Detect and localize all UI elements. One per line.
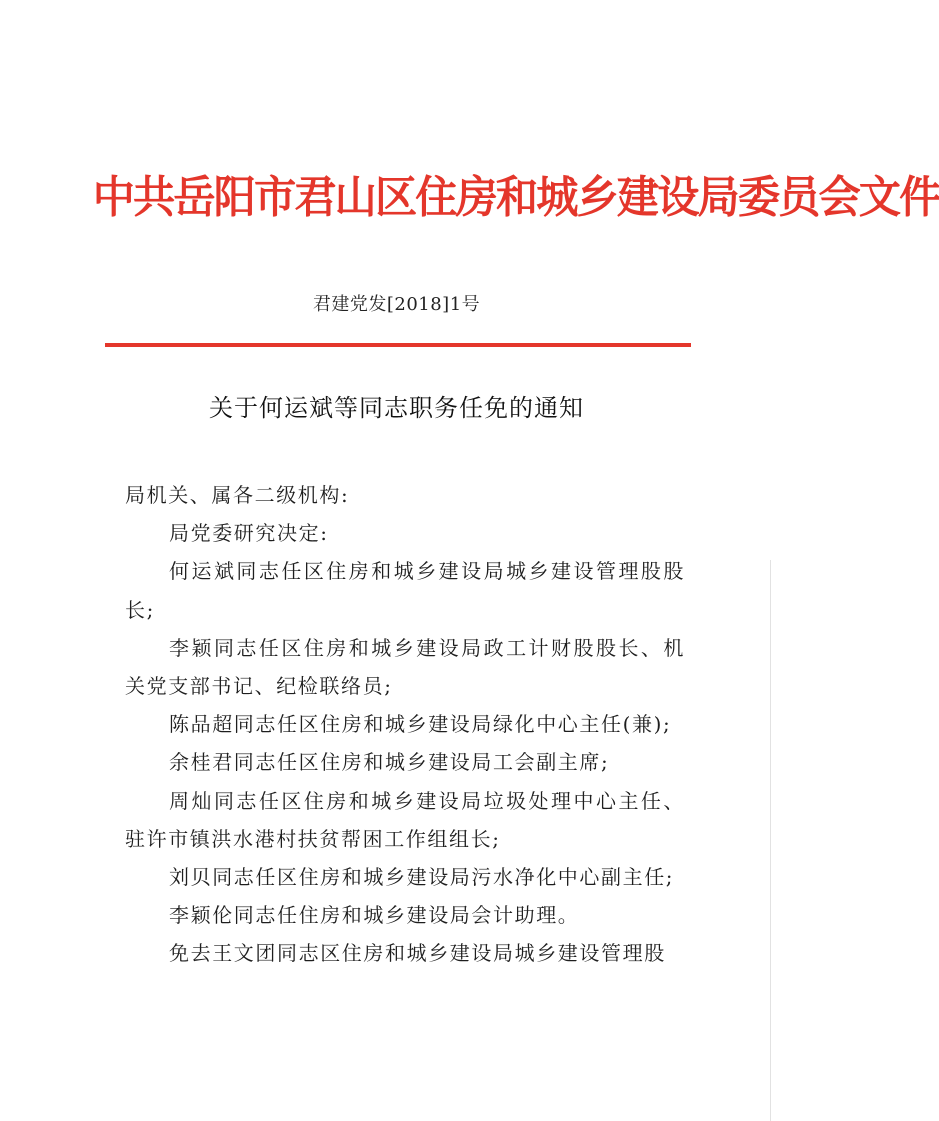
paragraph-appointment: 陈品超同志任区住房和城乡建设局绿化中心主任(兼); (169, 712, 672, 737)
paragraph-dismissal: 免去王文团同志区住房和城乡建设局城乡建设管理股 (169, 941, 666, 966)
paragraph-appointment: 李颖同志任区住房和城乡建设局政工计财股股长、机关党支部书记、纪检联络员; (125, 635, 685, 699)
paragraph-decision: 局党委研究决定: (169, 521, 329, 546)
red-divider-rule (105, 343, 691, 347)
document-number: 君建党发[2018]1号 (312, 294, 481, 315)
paragraph-appointment: 何运斌同志任区住房和城乡建设局城乡建设管理股股长; (125, 559, 685, 622)
document-body (125, 476, 685, 973)
salutation: 局机关、属各二级机构: (125, 483, 350, 507)
notice-title: 关于何运斌等同志职务任免的通知 (209, 394, 584, 422)
document-header-title: 中共岳阳市君山区住房和城乡建设局委员会文件 (92, 172, 939, 223)
page-edge-line (770, 560, 771, 1121)
paragraph-appointment: 李颖伦同志任住房和城乡建设局会计助理。 (169, 903, 580, 928)
paragraph-appointment: 周灿同志任区住房和城乡建设局垃圾处理中心主任、驻许市镇洪水港村扶贫帮困工作组组长; (125, 788, 685, 851)
paragraph-appointment: 余桂君同志任区住房和城乡建设局工会副主席; (169, 750, 610, 775)
paragraph-appointment: 刘贝同志任区住房和城乡建设局污水净化中心副主任; (169, 865, 675, 890)
